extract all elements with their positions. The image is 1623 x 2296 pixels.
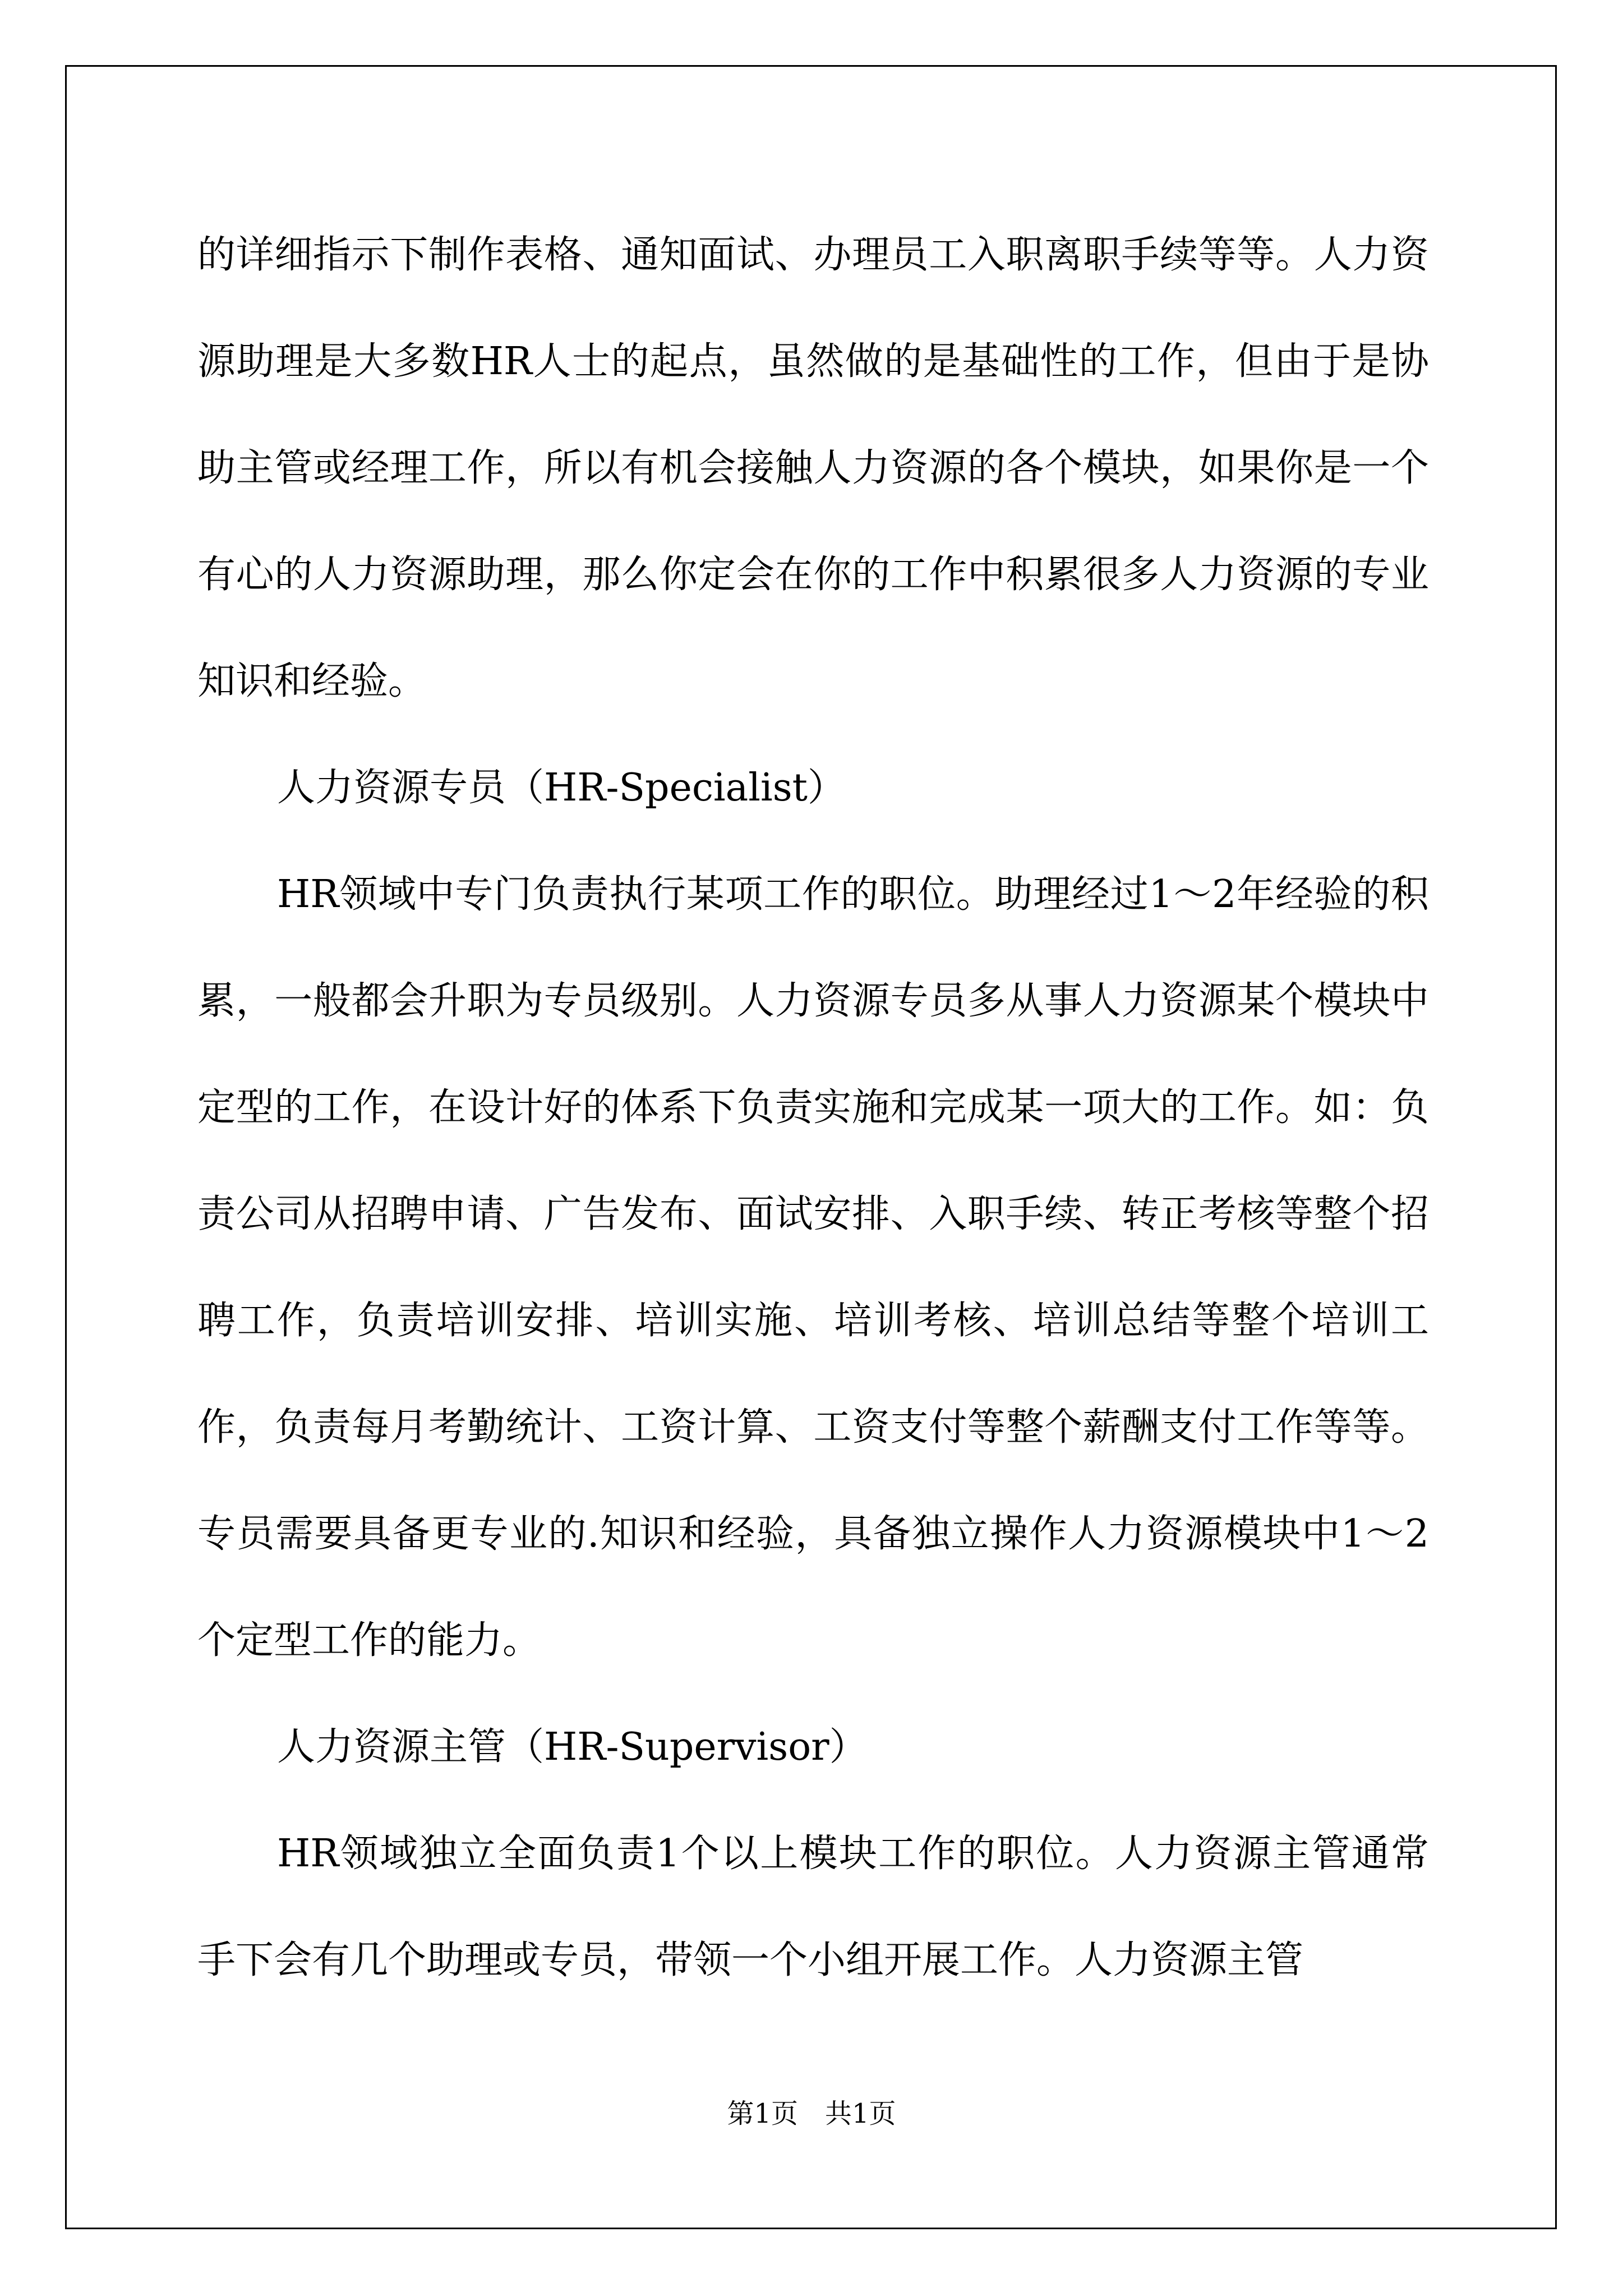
heading-hr-supervisor: 人力资源主管（HR-Supervisor）	[277, 1725, 868, 1769]
page-total: 共1页	[825, 2098, 896, 2129]
paragraph-hr-specialist: HR领域中专门负责执行某项工作的职位。助理经过1～2年经验的积累，一般都会升职为专员级别。人力资源专员多从事人力资源某个模块中定型的工作，在设计好的体系下负责实施和完成某一项大的工作。如：负责公司从招聘申请、广告发布、面试安排、入职手续、转正考核等整个招聘工作，负责培训安排、培训实施、培训考核、培训总结等整个培训工作，负责每月考勤统计、工资计算、工资支付等整个薪酬支付工作等等。专员需要具备更专业的.知识和经验，具备独立操作人力资源模块中1～2个定型工作的能力。	[197, 872, 1429, 1663]
heading-hr-specialist: 人力资源专员（HR-Specialist）	[277, 766, 846, 810]
page-footer	[0, 2097, 1623, 2131]
document-body	[197, 202, 1429, 2014]
paragraph-hr-supervisor: HR领域独立全面负责1个以上模块工作的职位。人力资源主管通常手下会有几个助理或专员，带领一个小组开展工作。人力资源主管	[197, 1832, 1429, 1982]
page-number: 第1页	[727, 2098, 798, 2129]
paragraph-assistant-continued: 的详细指示下制作表格、通知面试、办理员工入职离职手续等等。人力资源助理是大多数HR人士的起点，虽然做的是基础性的工作，但由于是协助主管或经理工作，所以有机会接触人力资源的各个模块，如果你是一个有心的人力资源助理，那么你定会在你的工作中积累很多人力资源的专业知识和经验。	[197, 233, 1429, 703]
